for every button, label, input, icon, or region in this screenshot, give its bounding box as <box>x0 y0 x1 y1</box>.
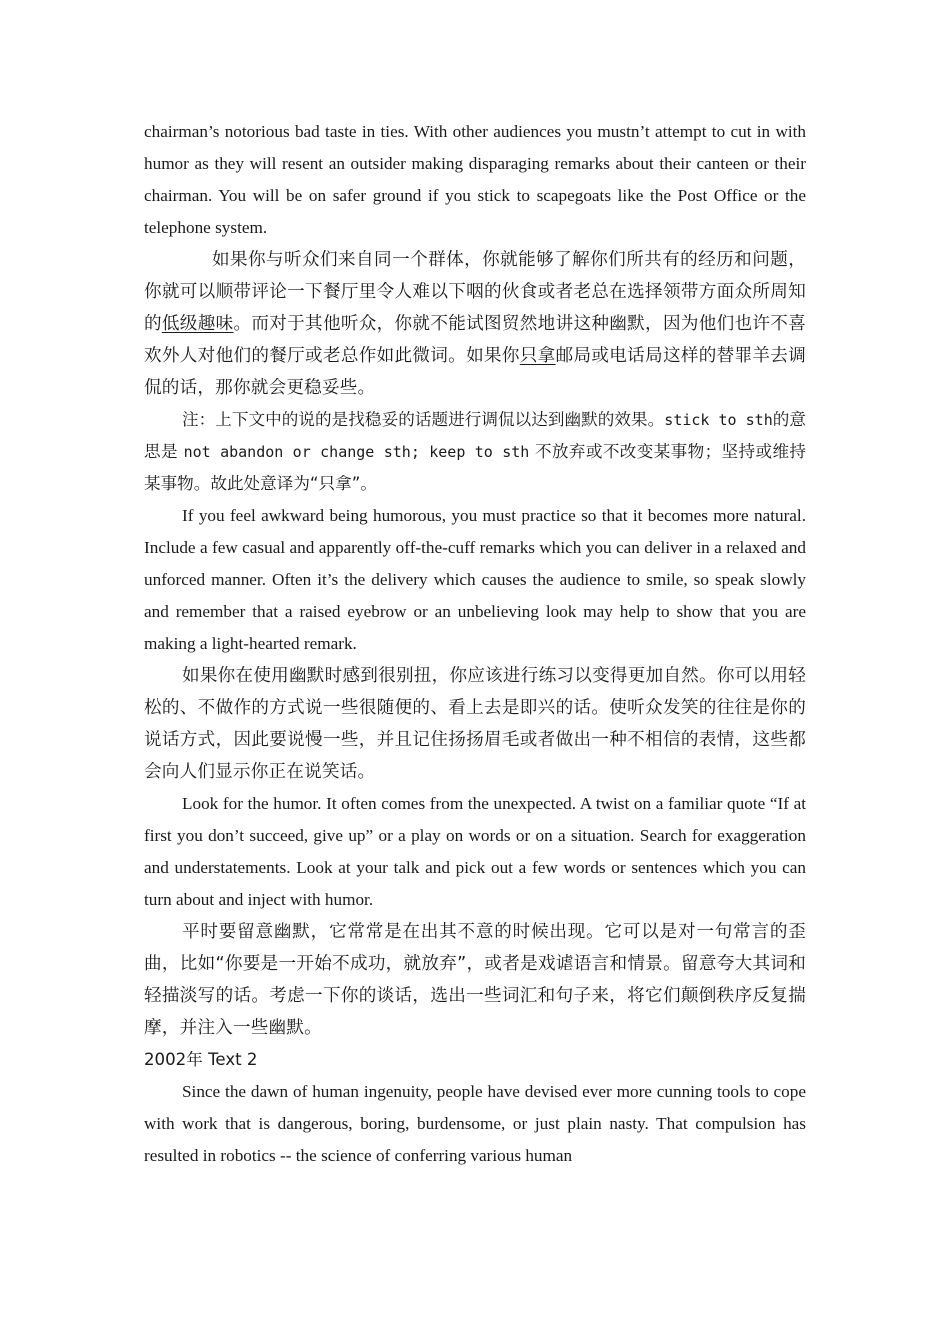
paragraph-zh-3: 平时要留意幽默，它常常是在出其不意的时候出现。它可以是对一句常言的歪曲，比如“你要是一开始不成功，就放弃”，或者是戏谑语言和情景。留意夸大其词和轻描淡写的话。考虑一下你的谈话，选出一些词汇和句子来，将它们颠倒秩序反复揣摩，并注入一些幽默。 <box>144 922 806 1038</box>
paragraph-zh-1 <box>144 244 806 404</box>
paragraph-en-1: chairman’s notorious bad taste in ties. With other audiences you mustn’t attempt to cut in with humor as they will resent an outsider making disparaging remarks about their canteen or their chairman. You will be on safer ground if you stick to scapegoats like the Post Office or the telephone system. <box>144 122 806 237</box>
note-text-b: 的意思是 <box>144 410 807 461</box>
underlined-phrase-low-taste: 低级趣味 <box>161 314 234 334</box>
paragraph-zh-1-text-b: 。而对于其他听众，你就不能试图贸然地讲这种幽默，因为他们也许不喜欢外人对他们的餐厅或老总作如此微词。如果你 <box>144 314 806 366</box>
underlined-phrase-only-use: 只拿 <box>519 346 556 366</box>
translation-note <box>144 404 806 500</box>
paragraph-en-3: Look for the humor. It often comes from the unexpected. A twist on a familiar quote “If at first you don’t succeed, give up” or a play on words or on a situation. Search for exaggeration and understatements. Look at your talk and pick out a few words or sentences which you can turn about and inject with humor. <box>144 794 806 909</box>
section-heading: 2002年 Text 2 <box>144 1050 258 1069</box>
paragraph-zh-1-text-a: 如果你与听众们来自同一个群体，你就能够了解你们所共有的经历和问题，你就可以顺带评论一下餐厅里令人难以下咽的伙食或者老总在选择领带方面众所周知的 <box>144 250 806 334</box>
paragraph-en-2: If you feel awkward being humorous, you must practice so that it becomes more natural. Include a few casual and apparently off-the-cuff remarks which you can deliver in a relaxed and unforced manner. Often it’s the delivery which causes the audience to smile, so speak slowly and remember that a raised eyebrow or an unbelieving look may help to show that you are making a light-hearted remark. <box>144 506 806 653</box>
paragraph-zh-1-text-c: 邮局或电话局这样的替罪羊去调侃的话，那你就会更稳妥些。 <box>144 346 806 398</box>
note-phrase-stick-to: stick to sth <box>664 411 773 429</box>
note-definition: not abandon or change sth; keep to sth <box>183 443 530 461</box>
note-text-c: 不放弃或不改变某事物；坚持或维持某事物。故此处意译为“只拿”。 <box>144 442 806 493</box>
note-text-a: 注：上下文中的说的是找稳妥的话题进行调侃以达到幽默的效果。 <box>182 410 665 429</box>
paragraph-zh-2: 如果你在使用幽默时感到很别扭，你应该进行练习以变得更加自然。你可以用轻松的、不做作的方式说一些很随便的、看上去是即兴的话。使听众发笑的往往是你的说话方式，因此要说慢一些，并且记住扬扬眉毛或者做出一种不相信的表情，这些都会向人们显示你正在说笑话。 <box>144 666 806 782</box>
paragraph-en-4: Since the dawn of human ingenuity, people have devised ever more cunning tools to cope with work that is dangerous, boring, burdensome, or just plain nasty. That compulsion has resulted in robotics -- the science of conferring various human <box>144 1082 806 1165</box>
document-page <box>144 116 806 1172</box>
